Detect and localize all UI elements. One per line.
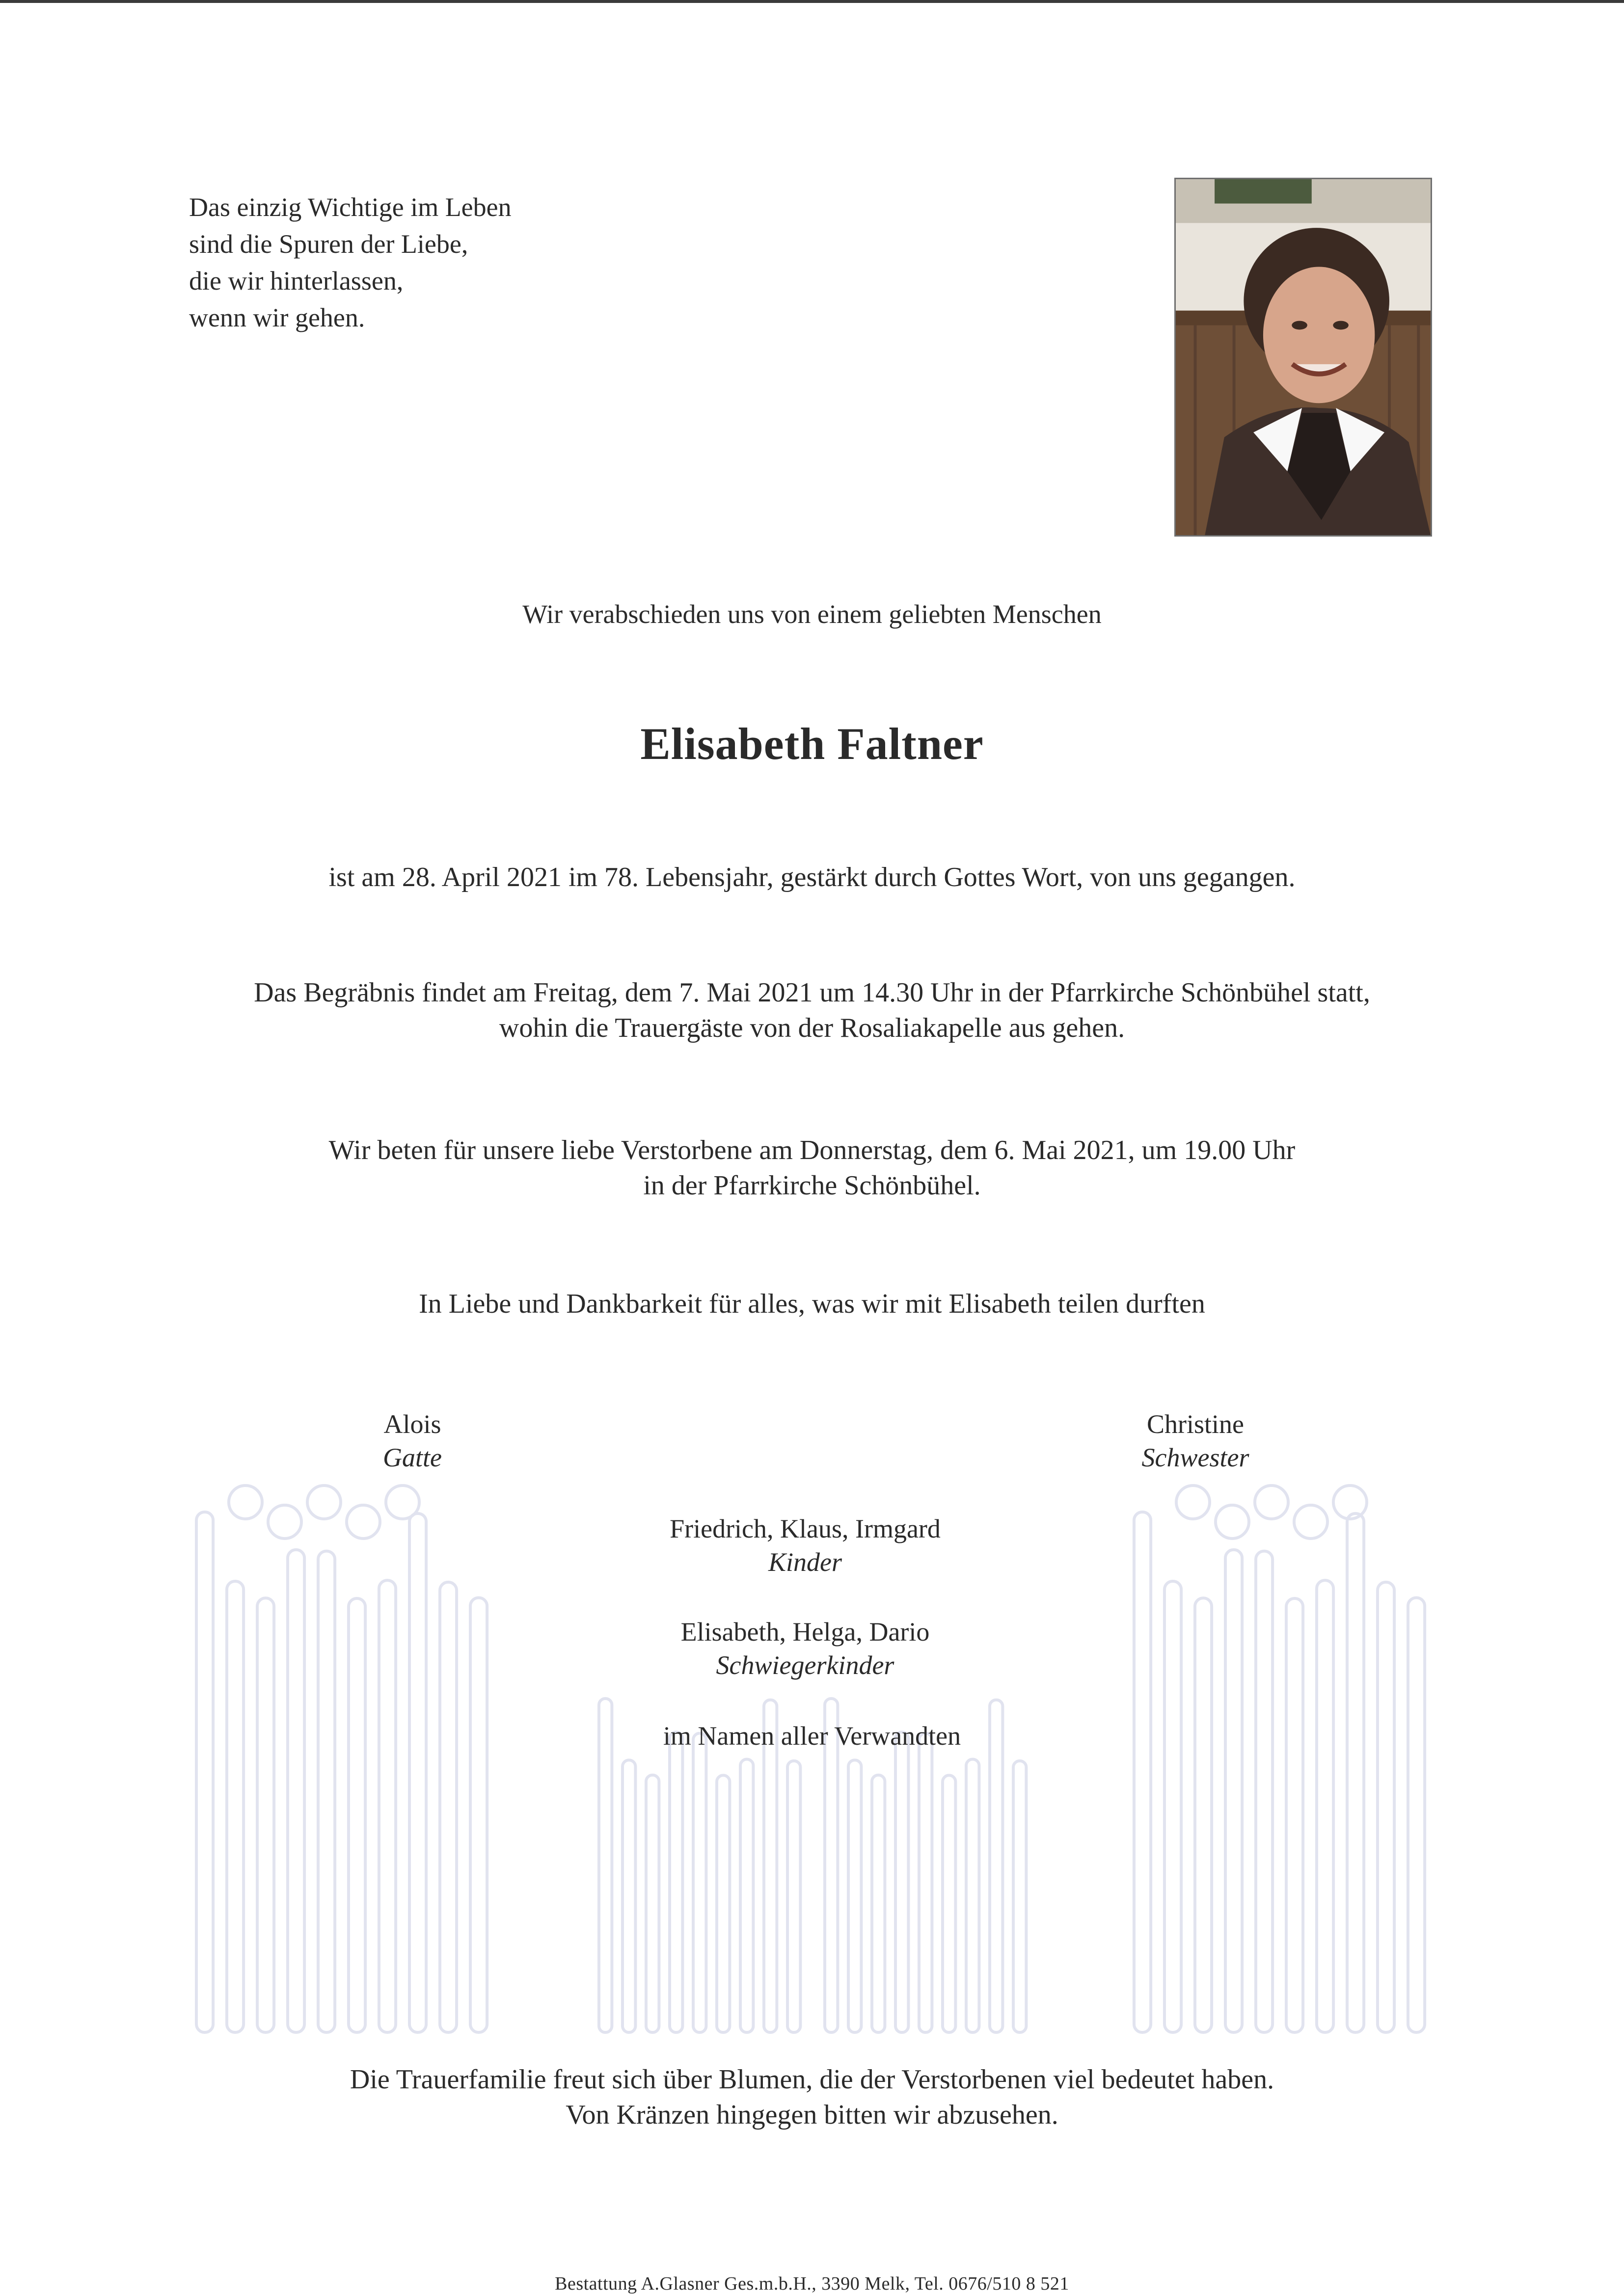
organ-ornament — [229, 1486, 262, 1519]
organ-pipe — [318, 1551, 335, 2032]
funeral-line: Das Begräbnis findet am Freitag, dem 7. Mai 2021 um 14.30 Uhr in der Pfarrkirche Schönbühel statt, — [254, 977, 1370, 1008]
mourner-name: Alois — [383, 1409, 441, 1439]
flowers-line: Von Kränzen hingegen bitten wir abzusehen. — [566, 2100, 1058, 2130]
organ-pipe — [1347, 1513, 1364, 2032]
organ-pipe — [646, 1775, 659, 2032]
organ-pipe — [1378, 1582, 1394, 2032]
organ-ornament — [1255, 1486, 1288, 1519]
organ-pipe — [1286, 1598, 1303, 2032]
quote-line: die wir hinterlassen, — [189, 266, 404, 296]
organ-pipe — [440, 1582, 457, 2032]
organ-pipe — [717, 1775, 730, 2032]
prayer-line: in der Pfarrkirche Schönbühel. — [643, 1170, 981, 1201]
organ-ornament — [1176, 1486, 1210, 1519]
deceased-name: Elisabeth Faltner — [640, 719, 984, 769]
mourner-name: Friedrich, Klaus, Irmgard — [670, 1514, 941, 1543]
organ-pipe — [966, 1759, 979, 2032]
organ-pipe — [1225, 1550, 1242, 2032]
quote-line: Das einzig Wichtige im Leben — [189, 192, 512, 222]
mourner-children — [609, 1512, 1001, 1579]
organ-ornament — [307, 1486, 341, 1519]
relatives-line: im Namen aller Verwandten — [663, 1721, 961, 1751]
organ-pipe — [227, 1581, 244, 2032]
mourner-name: Christine — [1147, 1409, 1244, 1439]
mourner-role: Schwiegerkinder — [716, 1650, 894, 1680]
organ-pipe — [349, 1598, 365, 2032]
organ-pipe — [895, 1732, 908, 2032]
organ-pipe — [1408, 1598, 1425, 2032]
organ-pipe — [740, 1759, 753, 2032]
quote-line: sind die Spuren der Liebe, — [189, 229, 468, 259]
mourner-role: Gatte — [383, 1443, 442, 1472]
mourner-spouse — [363, 1407, 461, 1474]
farewell-intro: Wir verabschieden uns von einem geliebten Menschen — [522, 599, 1102, 629]
funeral-home-footer: Bestattung A.Glasner Ges.m.b.H., 3390 Melk, Tel. 0676/510 8 521 — [555, 2273, 1069, 2294]
mourner-name: Elisabeth, Helga, Dario — [680, 1617, 930, 1647]
organ-pipe — [670, 1732, 682, 2032]
organ-pipe — [379, 1580, 396, 2032]
mourner-role: Schwester — [1141, 1443, 1249, 1472]
organ-pipe — [1317, 1580, 1333, 2032]
organ-pipe — [872, 1775, 885, 2032]
flowers-note — [0, 2062, 1624, 2133]
funeral-details — [0, 975, 1624, 1046]
organ-pipe — [1195, 1598, 1212, 2032]
organ-pipe — [1256, 1551, 1272, 2032]
organ-pipe — [1013, 1761, 1026, 2032]
organ-pipe — [257, 1598, 274, 2032]
organ-pipe — [288, 1550, 304, 2032]
organ-pipe — [1134, 1512, 1151, 2032]
organ-pipe — [787, 1761, 800, 2032]
organ-pipe — [623, 1760, 635, 2032]
prayer-details — [0, 1133, 1624, 1203]
organ-pipe — [919, 1733, 932, 2032]
organ-pipe — [848, 1760, 861, 2032]
portrait-photo — [1174, 178, 1432, 537]
organ-pipe — [1164, 1581, 1181, 2032]
organ-ornament — [268, 1505, 301, 1539]
death-notice: ist am 28. April 2021 im 78. Lebensjahr, gestärkt durch Gottes Wort, von uns gegangen. — [328, 862, 1296, 892]
organ-pipe — [196, 1512, 213, 2032]
mourner-in-laws — [609, 1615, 1001, 1682]
quote-line: wenn wir gehen. — [189, 303, 365, 332]
prayer-line: Wir beten für unsere liebe Verstorbene am Donnerstag, dem 6. Mai 2021, um 19.00 Uhr — [328, 1135, 1296, 1165]
flowers-line: Die Trauerfamilie freut sich über Blumen, die der Verstorbenen viel bedeutet haben. — [350, 2064, 1274, 2095]
organ-pipe — [409, 1513, 426, 2032]
organ-pipe — [693, 1733, 706, 2032]
mourner-sister — [1114, 1407, 1276, 1474]
organ-ornament — [1216, 1505, 1249, 1539]
thanks-line: In Liebe und Dankbarkeit für alles, was wir mit Elisabeth teilen durften — [419, 1289, 1205, 1319]
organ-pipe — [943, 1775, 955, 2032]
organ-ornament — [386, 1486, 419, 1519]
organ-ornament — [1294, 1505, 1327, 1539]
funeral-line: wohin die Trauergäste von der Rosaliakapelle aus gehen. — [499, 1013, 1125, 1043]
organ-ornament — [347, 1505, 380, 1539]
opening-quote — [189, 189, 512, 336]
top-border-rule — [0, 0, 1624, 3]
organ-pipe — [470, 1598, 487, 2032]
mourner-role: Kinder — [768, 1547, 842, 1577]
